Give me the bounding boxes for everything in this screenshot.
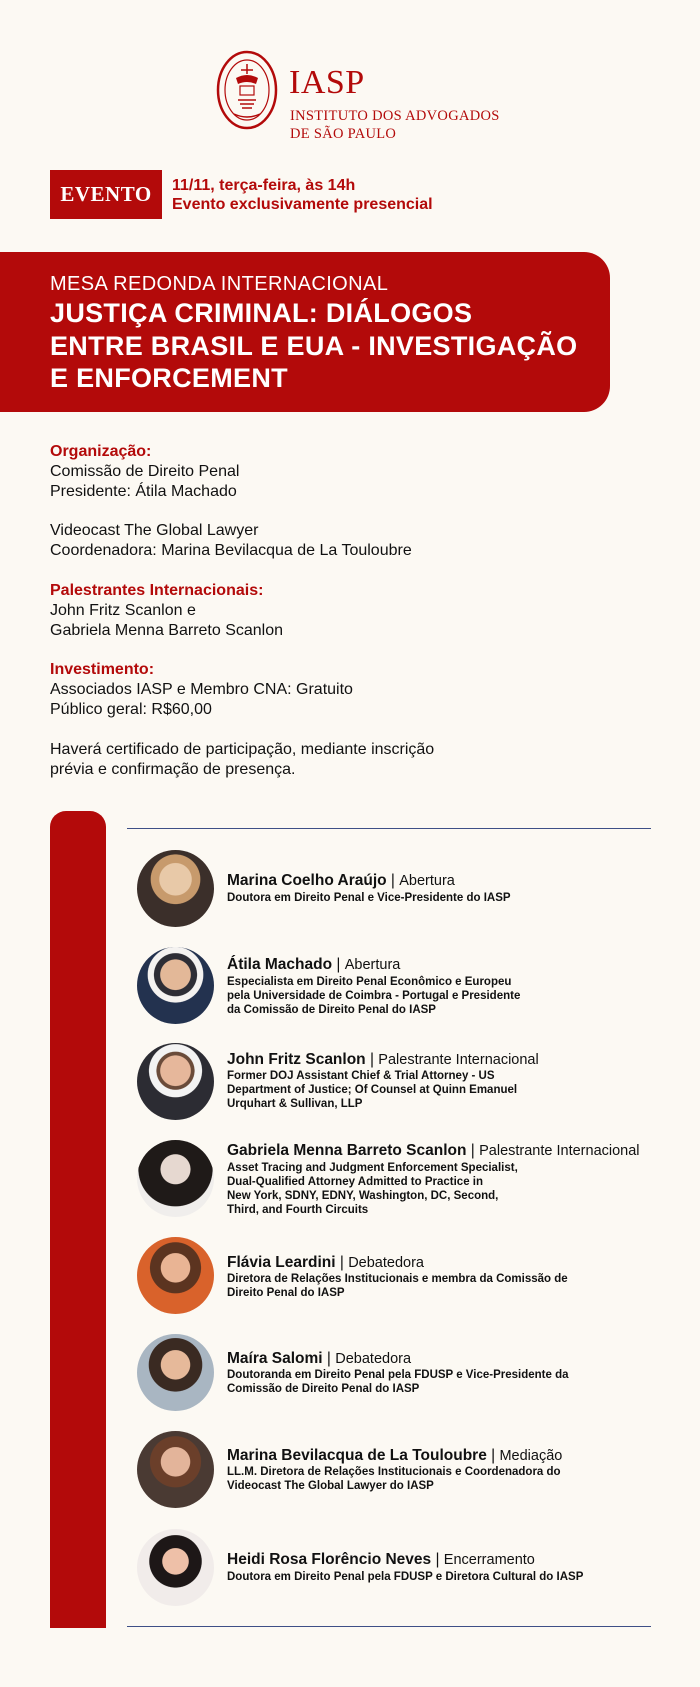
speaker-name: Átila Machado (227, 956, 333, 973)
speaker-name-line: Heidi Rosa Florêncio Neves | Encerramento (227, 1551, 535, 1568)
speaker-role: Palestrante Internacional (378, 1052, 539, 1068)
speaker-role: Debatedora (335, 1351, 412, 1367)
banner-title (50, 297, 610, 395)
speaker-photo (137, 1237, 214, 1314)
speaker-photo (137, 1140, 214, 1217)
speaker-name: Flávia Leardini (227, 1254, 336, 1271)
speaker-name: Marina Bevilacqua de La Touloubre (227, 1447, 487, 1464)
speaker-description: LL.M. Diretora de Relações Institucionais e Coordenadora do Videocast The Global Lawyer do IASP (227, 1466, 561, 1492)
speaker-role: Mediação (499, 1448, 563, 1464)
brand-subtitle-line1: INSTITUTO DOS ADVOGADOS (290, 108, 500, 124)
organization-line1: Comissão de Direito Penal (50, 463, 240, 480)
speaker-name-line: Marina Coelho Araújo | Abertura (227, 872, 455, 889)
organization-line2: Presidente: Átila Machado (50, 483, 237, 500)
speaker-name-line: Maíra Salomi | Debatedora (227, 1350, 412, 1367)
speaker-name: Heidi Rosa Florêncio Neves (227, 1551, 432, 1568)
speaker-name-line: Marina Bevilacqua de La Touloubre | Mediação (227, 1447, 563, 1464)
certificate-line2: prévia e confirmação de presença. (50, 761, 296, 778)
speaker-photo (137, 1431, 214, 1508)
speaker-photo (137, 1334, 214, 1411)
decorative-red-bar (50, 811, 106, 1628)
speaker-description: Doutora em Direito Penal e Vice-Presidente do IASP (227, 892, 511, 904)
speaker-description: Former DOJ Assistant Chief & Trial Attorney - US Department of Justice; Of Counsel at Quinn Emanuel Urquhart & Sullivan, LLP (227, 1070, 518, 1110)
speaker-photo (137, 850, 214, 927)
speaker-name: Maíra Salomi (227, 1350, 323, 1367)
speaker-description: Asset Tracing and Judgment Enforcement Specialist, Dual-Qualified Attorney Admitted to Practice in New York, SDNY, EDNY, Washington, DC, Second, Third, and Fourth Circuits (227, 1162, 518, 1216)
videocast-line1: Videocast The Global Lawyer (50, 522, 259, 539)
speaker-role: Palestrante Internacional (479, 1143, 640, 1159)
speaker-name-line: John Fritz Scanlon | Palestrante Internacional (227, 1051, 539, 1068)
speaker-name-line: Gabriela Menna Barreto Scanlon | Palestrante Internacional (227, 1142, 640, 1159)
speaker-name-line: Átila Machado | Abertura (227, 956, 401, 973)
speaker-name: John Fritz Scanlon (227, 1051, 366, 1068)
speaker-description: Doutora em Direito Penal pela FDUSP e Diretora Cultural do IASP (227, 1571, 584, 1583)
speaker-role: Abertura (399, 873, 455, 889)
speaker-description: Doutoranda em Direito Penal pela FDUSP e Vice-Presidente da Comissão de Direito Penal do IASP (227, 1369, 569, 1395)
investment-line1: Associados IASP e Membro CNA: Gratuito (50, 681, 353, 698)
speakers-line2: Gabriela Menna Barreto Scanlon (50, 622, 284, 639)
divider-bottom (127, 1626, 651, 1627)
speakers-heading: Palestrantes Internacionais: (50, 582, 264, 599)
speaker-photo (137, 1043, 214, 1120)
brand-title: IASP (289, 64, 365, 101)
speaker-description: Especialista em Direito Penal Econômico e Europeu pela Universidade de Coimbra - Portugal e Presidente da Comissão de Direito Penal do IASP (227, 976, 521, 1016)
event-format: Evento exclusivamente presencial (172, 196, 433, 213)
speaker-photo (137, 947, 214, 1024)
investment-heading: Investimento: (50, 661, 155, 678)
speaker-name: Marina Coelho Araújo (227, 872, 387, 889)
certificate-line1: Haverá certificado de participação, mediante inscrição (50, 741, 435, 758)
brand-subtitle (290, 107, 500, 143)
speaker-name-line: Flávia Leardini | Debatedora (227, 1254, 424, 1271)
banner-title-line3: E ENFORCEMENT (50, 363, 288, 393)
speaker-photo (137, 1529, 214, 1606)
speakers-line1: John Fritz Scanlon e (50, 602, 196, 619)
brand-subtitle-line2: DE SÃO PAULO (290, 126, 397, 142)
speaker-role: Debatedora (348, 1255, 424, 1271)
speaker-role: Abertura (344, 957, 401, 973)
event-date: 11/11, terça-feira, às 14h (172, 177, 356, 194)
divider-top (127, 828, 651, 829)
videocast-line2: Coordenadora: Marina Bevilacqua de La Touloubre (50, 542, 412, 559)
banner-title-line2: ENTRE BRASIL E EUA - INVESTIGAÇÃO (50, 330, 578, 361)
speaker-description: Diretora de Relações Institucionais e membra da Comissão de Direito Penal do IASP (227, 1273, 568, 1299)
investment-line2: Público geral: R$60,00 (50, 701, 212, 718)
organization-heading: Organização: (50, 443, 152, 460)
speaker-name: Gabriela Menna Barreto Scanlon (227, 1142, 467, 1159)
banner-title-line1: JUSTIÇA CRIMINAL: DIÁLOGOS (50, 298, 473, 328)
event-tag: EVENTO (50, 170, 162, 219)
banner-kicker: MESA REDONDA INTERNACIONAL (50, 273, 389, 295)
iasp-seal-logo (216, 50, 278, 130)
speaker-role: Encerramento (443, 1552, 535, 1568)
